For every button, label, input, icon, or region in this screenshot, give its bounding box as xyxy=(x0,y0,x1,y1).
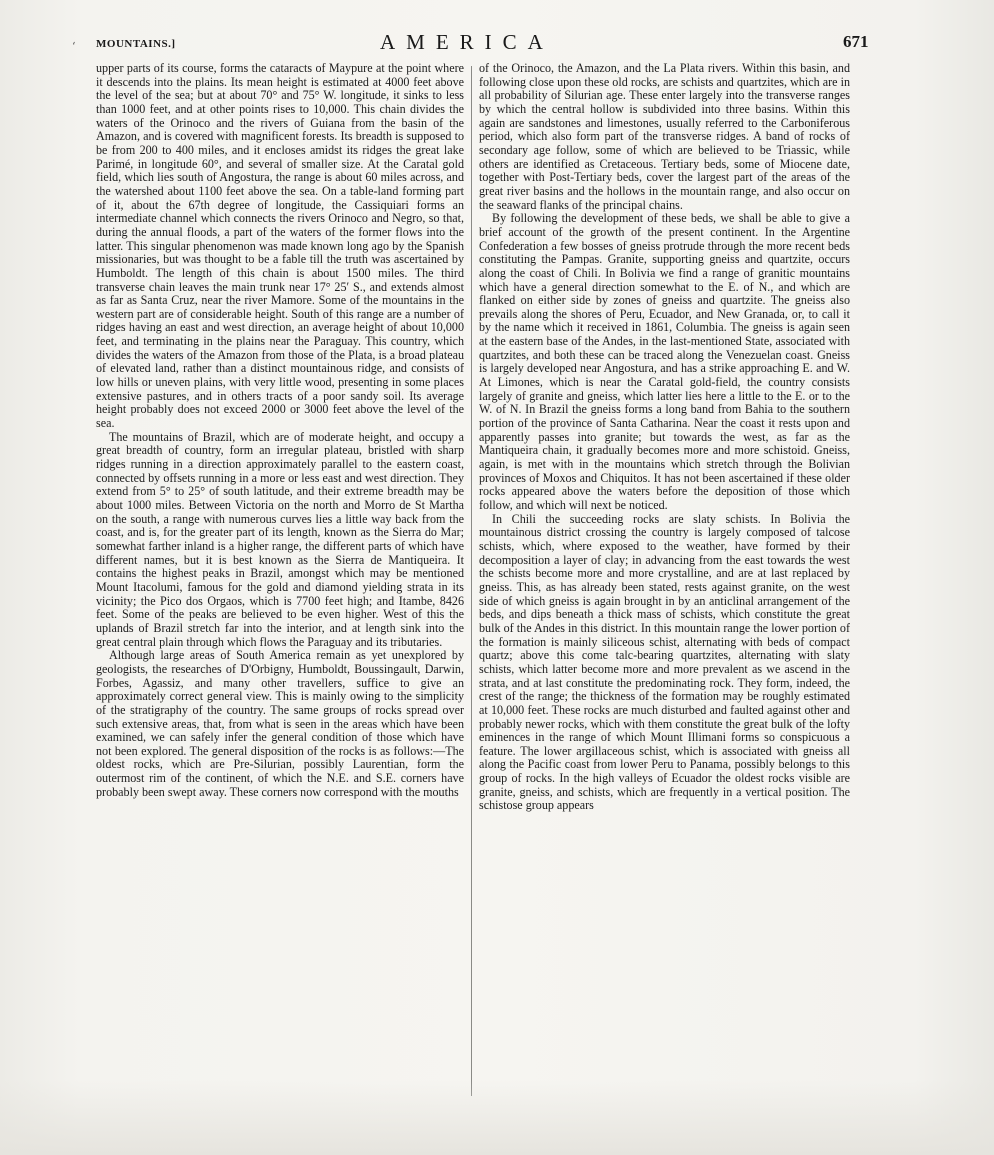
paragraph: The mountains of Brazil, which are of moderate height, and occupy a great breadth of country, form an irregular plateau, bristled with sharp ridges running in a direction approximately parallel to the eastern coast, connected by offsets running in a more or less east and west direction. They extend from 5° to 25° of south latitude, and their extreme breadth may be about 1000 miles. Between Victoria on the north and Morro de St Martha on the south, a range with numerous curves lies a little way back from the coast, and is, for the greater part of its length, known as the Sierra do Mar; somewhat farther inland is a higher range, the different parts of which have different names, but it is best known as the Sierra de Mantiqueira. It contains the highest peaks in Brazil, amongst which may be mentioned Mount Itacolumi, famous for the gold and diamond yielding strata in its vicinity; the Pico dos Orgaos, which is 7700 feet high; and Itambe, 8426 feet. Some of the peaks are believed to be even higher. West of this the uplands of Brazil stretch far into the interior, and at length sink into the great central plain through which flows the Paraguay and its tributaries. xyxy=(96,429,464,649)
running-head: MOUNTAINS.] xyxy=(96,38,176,50)
left-column xyxy=(96,62,464,1102)
page-number: 671 xyxy=(843,32,869,51)
paragraph: By following the development of these beds, we shall be able to give a brief account of the growth of the present continent. In the Argentine Confederation a few bosses of gneiss protrude through the more recent beds constituting the Pampas. Granite, supporting gneiss and quartzite, occurs along the coast of Chili. In Bolivia we find a range of granitic mountains which have a general direction somewhat to the E. of N., and which are flanked on either side by zones of gneiss and quartzite. The gneiss also prevails along the shores of Peru, Ecuador, and New Granada, or, to call it by the name which it received in 1861, Columbia. The gneiss is again seen at the eastern base of the Andes, in the last-mentioned State, associated with quartzites, and both these can be traced along the Venezuelan coast. Gneiss is largely developed near Angostura, and has a strike approaching E. and W. At Limones, which is near the Caratal gold-field, the country consists largely of granite and gneiss, which latter lies here a little to the E. or to the W. of N. In Brazil the gneiss forms a long band from Bahia to the southern portion of the province of Santa Catharina. Near the coast it rests upon and apparently passes into granite; but towards the west, as far as the Mantiqueira chain, it gradually becomes more and more schistoid. Gneiss, again, is met with in the mountains which stretch through the Bolivian provinces of Moxos and Chiquitos. It has not been ascertained if these older rocks appeared above the waters before the deposition of those which follow, and which will next be noticed. xyxy=(479,211,850,512)
paragraph: Although large areas of South America remain as yet unexplored by geologists, the researches of D'Orbigny, Humboldt, Boussingault, Darwin, Forbes, Agassiz, and many other travellers, suffice to give an approximately correct general view. This is mainly owing to the simplicity of the stratigraphy of the country. The same groups of rocks spread over such extensive areas, that, from what is seen in the areas which have been examined, we can safely infer the general condition of those which have not been explored. The general disposition of the rocks is as follows:—The oldest rocks, which are Pre-Silurian, possibly Laurentian, form the outermost rim of the continent, of which the N.E. and S.E. corners have probably been swept away. These corners now correspond with the mouths xyxy=(96,648,464,799)
page-title: AMERICA xyxy=(380,30,554,54)
page-shadow xyxy=(0,1080,994,1155)
paragraph: of the Orinoco, the Amazon, and the La Plata rivers. Within this basin, and following close upon these old rocks, are schists and quartzites, which are in all probability of Silurian age. These enter largely into the transverse ranges by which the central hollow is subdivided into three basins. Within this again are sandstones and limestones, usually referred to the Carboniferous period, which also form part of the transverse ridges. A band of rocks of secondary age follow, some of which are believed to be Triassic, while others are identified as Cretaceous. Tertiary beds, some of Miocene date, together with Post-Tertiary beds, cover the largest part of the areas of the great river basins and the hollows in the mountain range, and also occur on the seaward flanks of the principal chains. xyxy=(479,62,850,212)
margin-mark: ‘ xyxy=(72,40,76,53)
paragraph: upper parts of its course, forms the cataracts of Maypure at the point where it descends into the plains. Its mean height is estimated at 4000 feet above the level of the sea; but at about 70° and 75° W. longitude, it sinks to less than 1000 feet, and at other points rises to 10,000. This chain divides the waters of the Orinoco and the rivers of Guiana from the basin of the Amazon, and is covered with magnificent forests. Its breadth is supposed to be from 200 to 400 miles, and it encloses amidst its ridges the great lake Parimé, in longitude 60°, and several of smaller size. At the Caratal gold field, which lies south of Angostura, the range is about 60 miles across, and the watershed about 1100 feet above the sea. On a table-land forming part of it, about the 67th degree of longitude, the Cassiquiari forms an intermediate channel which connects the rivers Orinoco and Negro, so that, during the annual floods, a part of the waters of the former flows into the latter. This singular phenomenon was made known long ago by the Spanish missionaries, but was thought to be a fable till the truth was ascertained by Humboldt. The length of this chain is about 1500 miles. The third transverse chain leaves the main trunk near 17° 25′ S., and extends almost as far as Santa Cruz, near the river Mamore. Some of the mountains in the western part are of considerable height. South of this range are a number of ridges having an east and west direction, an average height of about 10,000 feet, and terminating in the plains near the Paraguay. This country, which divides the waters of the Amazon from those of the Plata, is a broad plateau of elevated land, rather than a distinct mountainous ridge, and consists of low hills or uneven plains, with very little wood, presenting in some places extensive pastures, and in others tracts of a poor sandy soil. Its average height probably does not exceed 2000 or 3000 feet above the level of the sea. xyxy=(96,62,464,431)
paragraph: In Chili the succeeding rocks are slaty schists. In Bolivia the mountainous district crossing the country is largely composed of talcose schists, which, where exposed to the weather, have formed by their decomposition a layer of clay; in advancing from the east towards the west the schists become more and more crystalline, and are at last replaced by gneiss. This, as has already been stated, rests against granite, on the west side of which gneiss is again brought in by an anticlinal arrangement of the beds, and dips beneath a thick mass of schists, which constitute the great bulk of the Andes in this district. In this mountain range the lower portion of the formation is mainly siliceous schist, alternating with beds of compact quartz; above this come talc-bearing quartzites, alternating with slaty schists, which latter become more and more prevalent as we ascend in the strata, and at last constitute the predominating rock. They form, indeed, the crest of the range; the thickness of the formation may be roughly estimated at 10,000 feet. These rocks are much disturbed and faulted against other and probably newer rocks, which with them constitute the great bulk of the lofty eminences in the range of which Mount Illimani forms so conspicuous a feature. The lower argillaceous schist, which is associated with gneiss all along the Pacific coast from lower Peru to Panama, possibly belongs to this group of rocks. In the high valleys of Ecuador the oldest rocks visible are granite, gneiss, and schists, which are frequently in a vertical position. The schistose group appears xyxy=(479,511,850,813)
right-column xyxy=(479,62,850,1102)
column-divider xyxy=(471,66,472,1096)
